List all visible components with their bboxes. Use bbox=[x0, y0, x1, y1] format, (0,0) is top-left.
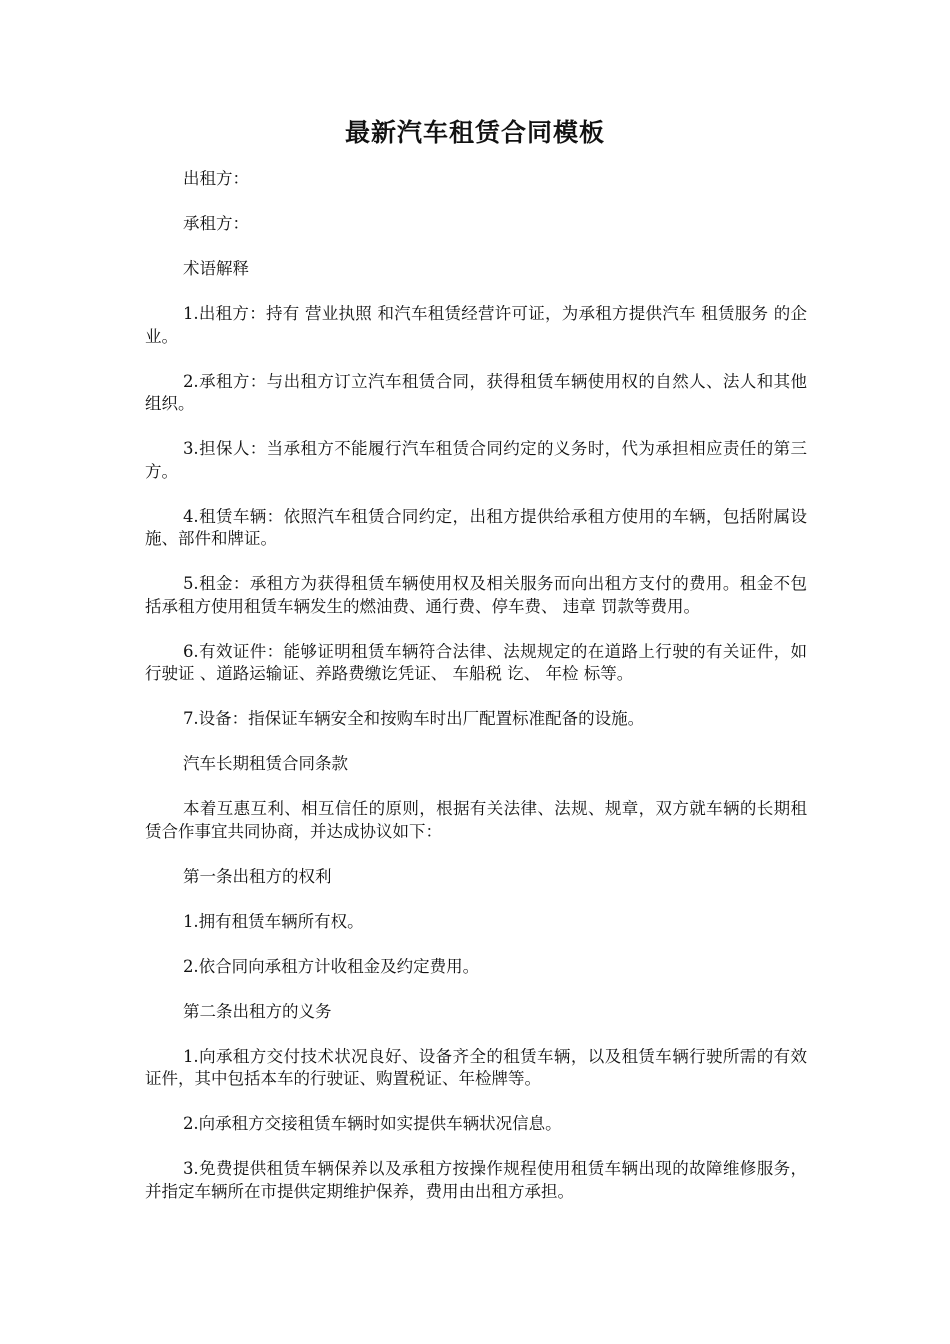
paragraph-right-1: 1.拥有租赁车辆所有权。 bbox=[182, 911, 364, 931]
paragraph-duty-2: 2.向承租方交接租赁车辆时如实提供车辆状况信息。 bbox=[182, 1114, 562, 1133]
article-heading-1: 第一条出租方的权利 bbox=[182, 866, 332, 886]
paragraph-term-5: 5.租金：承租方为获得租赁车辆使用权及相关服务而向出租方支付的费用。租金不包括承租方使用租赁车辆发生的燃油费、通行费、停车费、 违章 罚款等费用。 bbox=[145, 574, 807, 616]
paragraph-term-1: 1.出租方：持有 营业执照 和汽车租赁经营许可证，为承租方提供汽车 租赁服务 的企业。 bbox=[145, 304, 807, 346]
paragraph-term-4: 4.租赁车辆：依照汽车租赁合同约定，出租方提供给承租方使用的车辆，包括附属设施、部件和牌证。 bbox=[145, 506, 807, 548]
section-heading-long-term-clauses: 汽车长期租赁合同条款 bbox=[182, 754, 348, 773]
paragraph-term-3: 3.担保人：当承租方不能履行汽车租赁合同约定的义务时，代为承担相应责任的第三方。 bbox=[145, 439, 807, 481]
section-heading-terms: 术语解释 bbox=[182, 259, 249, 278]
paragraph-lessee: 承租方： bbox=[182, 214, 249, 233]
paragraph-preamble: 本着互惠互利、相互信任的原则，根据有关法律、法规、规章，双方就车辆的长期租赁合作事宜共同协商，并达成协议如下： bbox=[145, 799, 807, 841]
document-title: 最新汽车租赁合同模板 bbox=[344, 118, 605, 147]
article-heading-2: 第二条出租方的义务 bbox=[182, 1001, 332, 1021]
paragraph-term-7: 7.设备：指保证车辆安全和按购车时出厂配置标准配备的设施。 bbox=[182, 709, 645, 728]
paragraph-duty-3: 3.免费提供租赁车辆保养以及承租方按操作规程使用租赁车辆出现的故障维修服务，并指定车辆所在市提供定期维护保养，费用由出租方承担。 bbox=[145, 1159, 807, 1201]
paragraph-right-2: 2.依合同向承租方计收租金及约定费用。 bbox=[182, 956, 480, 976]
paragraph-term-6: 6.有效证件：能够证明租赁车辆符合法律、法规规定的在道路上行驶的有关证件，如 行驶证 、道路运输证、养路费缴讫凭证、 车船税 讫、 年检 标等。 bbox=[145, 641, 807, 683]
paragraph-duty-1: 1.向承租方交付技术状况良好、设备齐全的租赁车辆，以及租赁车辆行驶所需的有效证件，其中包括本车的行驶证、购置税证、年检牌等。 bbox=[145, 1046, 807, 1088]
document-body bbox=[145, 168, 807, 1226]
paragraph-term-2: 2.承租方：与出租方订立汽车租赁合同，获得租赁车辆使用权的自然人、法人和其他组织。 bbox=[145, 371, 807, 413]
paragraph-lessor: 出租方： bbox=[182, 169, 249, 188]
